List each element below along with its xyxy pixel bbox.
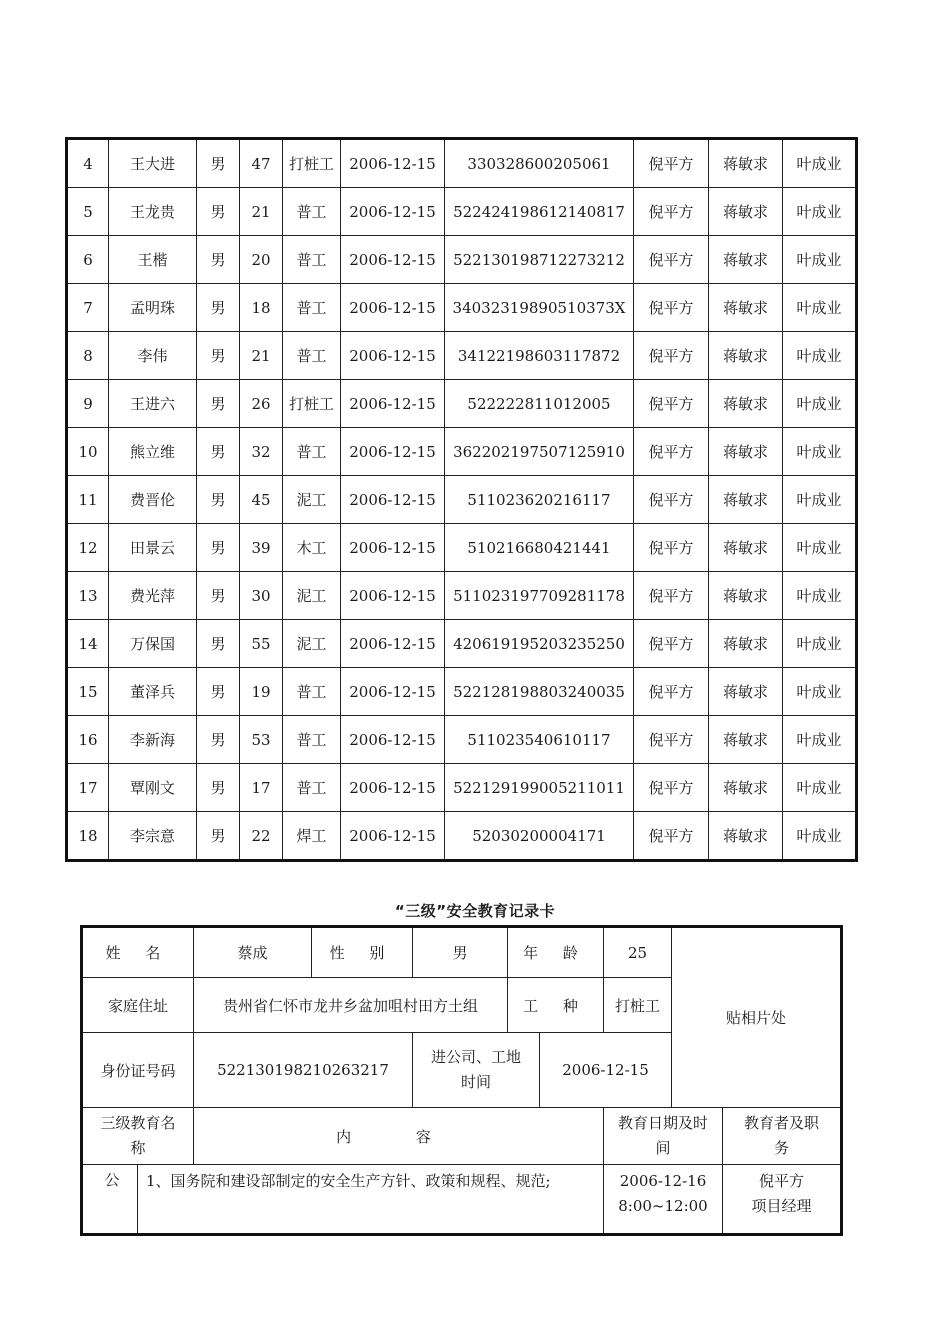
educator1-cell: 倪平方 — [634, 716, 709, 764]
educator3-cell: 叶成业 — [783, 572, 857, 620]
id-cell: 362202197507125910 — [445, 428, 634, 476]
age-cell: 22 — [240, 812, 283, 861]
age-cell: 21 — [240, 188, 283, 236]
education-record-card — [80, 925, 843, 1236]
age-cell: 18 — [240, 284, 283, 332]
table-row — [67, 524, 857, 572]
id-cell: 522128198803240035 — [445, 668, 634, 716]
table-row — [67, 572, 857, 620]
gender-cell: 男 — [197, 139, 240, 188]
gender-cell: 男 — [197, 188, 240, 236]
trade-cell: 普工 — [283, 716, 341, 764]
name-cell: 熊立维 — [109, 428, 197, 476]
trade-cell: 普工 — [283, 764, 341, 812]
entry-content-cell: 1、国务院和建设部制定的安全生产方针、政策和规程、规范; — [138, 1165, 604, 1235]
educator-cell — [723, 1165, 842, 1235]
id-cell: 52030200004171 — [445, 812, 634, 861]
id-cell: 511023540610117 — [445, 716, 634, 764]
name-cell: 万保国 — [109, 620, 197, 668]
entry-date-line: 2006-12-16 — [619, 1172, 707, 1190]
educator2-cell: 蒋敏求 — [709, 812, 783, 861]
date-cell: 2006-12-15 — [341, 812, 445, 861]
trade-label: 工 种 — [508, 978, 604, 1033]
age-cell: 26 — [240, 380, 283, 428]
id-cell: 522129199005211011 — [445, 764, 634, 812]
educator2-cell: 蒋敏求 — [709, 284, 783, 332]
gender-cell: 男 — [197, 620, 240, 668]
id-cell: 34032319890510373X — [445, 284, 634, 332]
gender-cell: 男 — [197, 812, 240, 861]
name-cell: 费光萍 — [109, 572, 197, 620]
name-cell: 李宗意 — [109, 812, 197, 861]
name-value: 蔡成 — [194, 927, 312, 978]
educator2-cell: 蒋敏求 — [709, 668, 783, 716]
id-label: 身份证号码 — [82, 1033, 194, 1108]
level-header: 三级教育名称 — [82, 1108, 194, 1165]
educator1-cell: 倪平方 — [634, 812, 709, 861]
address-label: 家庭住址 — [82, 978, 194, 1033]
age-cell: 17 — [240, 764, 283, 812]
name-cell: 王大进 — [109, 139, 197, 188]
educator1-cell: 倪平方 — [634, 284, 709, 332]
date-cell: 2006-12-15 — [341, 524, 445, 572]
educator1-cell: 倪平方 — [634, 572, 709, 620]
gender-cell: 男 — [197, 236, 240, 284]
date-cell: 2006-12-15 — [341, 188, 445, 236]
seq-cell: 13 — [67, 572, 109, 620]
educator1-cell: 倪平方 — [634, 620, 709, 668]
seq-cell: 16 — [67, 716, 109, 764]
name-cell: 李伟 — [109, 332, 197, 380]
seq-cell: 5 — [67, 188, 109, 236]
table-row — [67, 764, 857, 812]
trade-cell: 打桩工 — [283, 139, 341, 188]
age-cell: 47 — [240, 139, 283, 188]
name-cell: 王楷 — [109, 236, 197, 284]
educator1-cell: 倪平方 — [634, 524, 709, 572]
educator3-cell: 叶成业 — [783, 236, 857, 284]
date-header: 教育日期及时间 — [604, 1108, 723, 1165]
entry-time-line: 8:00~12:00 — [618, 1197, 708, 1215]
table-row — [67, 284, 857, 332]
date-cell: 2006-12-15 — [341, 572, 445, 620]
id-cell: 511023620216117 — [445, 476, 634, 524]
name-cell: 覃刚文 — [109, 764, 197, 812]
gender-value: 男 — [413, 927, 508, 978]
worker-roster-table — [65, 137, 858, 862]
trade-cell: 普工 — [283, 428, 341, 476]
educator-name: 倪平方 — [759, 1172, 805, 1190]
age-cell: 55 — [240, 620, 283, 668]
table-row — [67, 716, 857, 764]
trade-cell: 泥工 — [283, 572, 341, 620]
id-cell: 511023197709281178 — [445, 572, 634, 620]
name-cell: 费晋伦 — [109, 476, 197, 524]
id-cell: 420619195203235250 — [445, 620, 634, 668]
educator1-cell: 倪平方 — [634, 764, 709, 812]
name-cell: 王进六 — [109, 380, 197, 428]
roster-body — [67, 139, 857, 861]
educator2-cell: 蒋敏求 — [709, 572, 783, 620]
educator3-cell: 叶成业 — [783, 380, 857, 428]
trade-value: 打桩工 — [604, 978, 672, 1033]
trade-cell: 普工 — [283, 332, 341, 380]
address-value: 贵州省仁怀市龙井乡盆加咀村田方土组 — [194, 978, 508, 1033]
date-cell: 2006-12-15 — [341, 428, 445, 476]
seq-cell: 11 — [67, 476, 109, 524]
card-title: “三级”安全教育记录卡 — [394, 902, 556, 920]
table-row — [67, 380, 857, 428]
educator2-cell: 蒋敏求 — [709, 188, 783, 236]
trade-cell: 泥工 — [283, 620, 341, 668]
educator2-cell: 蒋敏求 — [709, 428, 783, 476]
educator2-cell: 蒋敏求 — [709, 764, 783, 812]
gender-label: 性 别 — [312, 927, 413, 978]
age-value: 25 — [604, 927, 672, 978]
gender-cell: 男 — [197, 524, 240, 572]
age-cell: 45 — [240, 476, 283, 524]
educator-title: 项目经理 — [751, 1197, 812, 1215]
table-row — [67, 476, 857, 524]
trade-cell: 木工 — [283, 524, 341, 572]
photo-placeholder: 贴相片处 — [672, 927, 842, 1108]
gender-cell: 男 — [197, 380, 240, 428]
table-row — [67, 668, 857, 716]
age-cell: 53 — [240, 716, 283, 764]
date-cell: 2006-12-15 — [341, 476, 445, 524]
gender-cell: 男 — [197, 716, 240, 764]
educator2-cell: 蒋敏求 — [709, 332, 783, 380]
id-cell: 34122198603117872 — [445, 332, 634, 380]
seq-cell: 14 — [67, 620, 109, 668]
educator3-cell: 叶成业 — [783, 476, 857, 524]
name-cell: 李新海 — [109, 716, 197, 764]
table-row — [67, 236, 857, 284]
educator2-cell: 蒋敏求 — [709, 380, 783, 428]
educator3-cell: 叶成业 — [783, 620, 857, 668]
trade-cell: 普工 — [283, 188, 341, 236]
date-cell: 2006-12-15 — [341, 668, 445, 716]
table-row — [67, 428, 857, 476]
educator1-cell: 倪平方 — [634, 236, 709, 284]
trade-cell: 普工 — [283, 236, 341, 284]
educator2-cell: 蒋敏求 — [709, 524, 783, 572]
educator3-cell: 叶成业 — [783, 668, 857, 716]
trade-cell: 普工 — [283, 668, 341, 716]
trade-cell: 打桩工 — [283, 380, 341, 428]
educator3-cell: 叶成业 — [783, 332, 857, 380]
age-cell: 20 — [240, 236, 283, 284]
date-cell: 2006-12-15 — [341, 236, 445, 284]
seq-cell: 10 — [67, 428, 109, 476]
educator1-cell: 倪平方 — [634, 139, 709, 188]
educator-header: 教育者及职务 — [723, 1108, 842, 1165]
gender-cell: 男 — [197, 476, 240, 524]
table-row — [67, 620, 857, 668]
entry-time-label: 进公司、工地时间 — [413, 1033, 540, 1108]
id-cell: 522222811012005 — [445, 380, 634, 428]
educator3-cell: 叶成业 — [783, 139, 857, 188]
id-value: 522130198210263217 — [194, 1033, 413, 1108]
educator3-cell: 叶成业 — [783, 188, 857, 236]
educator3-cell: 叶成业 — [783, 428, 857, 476]
age-cell: 39 — [240, 524, 283, 572]
date-cell: 2006-12-15 — [341, 764, 445, 812]
educator3-cell: 叶成业 — [783, 284, 857, 332]
date-cell: 2006-12-15 — [341, 716, 445, 764]
educator3-cell: 叶成业 — [783, 524, 857, 572]
educator3-cell: 叶成业 — [783, 716, 857, 764]
educator2-cell: 蒋敏求 — [709, 236, 783, 284]
educator2-cell: 蒋敏求 — [709, 476, 783, 524]
educator1-cell: 倪平方 — [634, 428, 709, 476]
id-cell: 522130198712273212 — [445, 236, 634, 284]
educator3-cell: 叶成业 — [783, 812, 857, 861]
table-row — [67, 139, 857, 188]
educator1-cell: 倪平方 — [634, 188, 709, 236]
table-row — [67, 332, 857, 380]
name-label: 姓 名 — [82, 927, 194, 978]
seq-cell: 15 — [67, 668, 109, 716]
gender-cell: 男 — [197, 428, 240, 476]
trade-cell: 普工 — [283, 284, 341, 332]
seq-cell: 4 — [67, 139, 109, 188]
seq-cell: 12 — [67, 524, 109, 572]
entry-time-value: 2006-12-15 — [540, 1033, 672, 1108]
table-row — [67, 812, 857, 861]
seq-cell: 7 — [67, 284, 109, 332]
content-header: 内 容 — [194, 1108, 604, 1165]
name-cell: 田景云 — [109, 524, 197, 572]
date-cell: 2006-12-15 — [341, 139, 445, 188]
entry-level-cell: 公 — [82, 1165, 138, 1235]
seq-cell: 6 — [67, 236, 109, 284]
id-cell: 330328600205061 — [445, 139, 634, 188]
educator1-cell: 倪平方 — [634, 476, 709, 524]
entry-date-cell — [604, 1165, 723, 1235]
gender-cell: 男 — [197, 764, 240, 812]
id-cell: 510216680421441 — [445, 524, 634, 572]
educator2-cell: 蒋敏求 — [709, 139, 783, 188]
table-row — [67, 188, 857, 236]
gender-cell: 男 — [197, 332, 240, 380]
educator2-cell: 蒋敏求 — [709, 716, 783, 764]
seq-cell: 18 — [67, 812, 109, 861]
date-cell: 2006-12-15 — [341, 284, 445, 332]
gender-cell: 男 — [197, 572, 240, 620]
age-cell: 19 — [240, 668, 283, 716]
educator1-cell: 倪平方 — [634, 380, 709, 428]
educator1-cell: 倪平方 — [634, 332, 709, 380]
age-label: 年 龄 — [508, 927, 604, 978]
date-cell: 2006-12-15 — [341, 332, 445, 380]
educator2-cell: 蒋敏求 — [709, 620, 783, 668]
name-cell: 王龙贵 — [109, 188, 197, 236]
name-cell: 董泽兵 — [109, 668, 197, 716]
seq-cell: 8 — [67, 332, 109, 380]
trade-cell: 泥工 — [283, 476, 341, 524]
gender-cell: 男 — [197, 668, 240, 716]
seq-cell: 17 — [67, 764, 109, 812]
seq-cell: 9 — [67, 380, 109, 428]
age-cell: 30 — [240, 572, 283, 620]
name-cell: 孟明珠 — [109, 284, 197, 332]
age-cell: 32 — [240, 428, 283, 476]
date-cell: 2006-12-15 — [341, 620, 445, 668]
age-cell: 21 — [240, 332, 283, 380]
educator1-cell: 倪平方 — [634, 668, 709, 716]
educator3-cell: 叶成业 — [783, 764, 857, 812]
id-cell: 522424198612140817 — [445, 188, 634, 236]
trade-cell: 焊工 — [283, 812, 341, 861]
gender-cell: 男 — [197, 284, 240, 332]
date-cell: 2006-12-15 — [341, 380, 445, 428]
